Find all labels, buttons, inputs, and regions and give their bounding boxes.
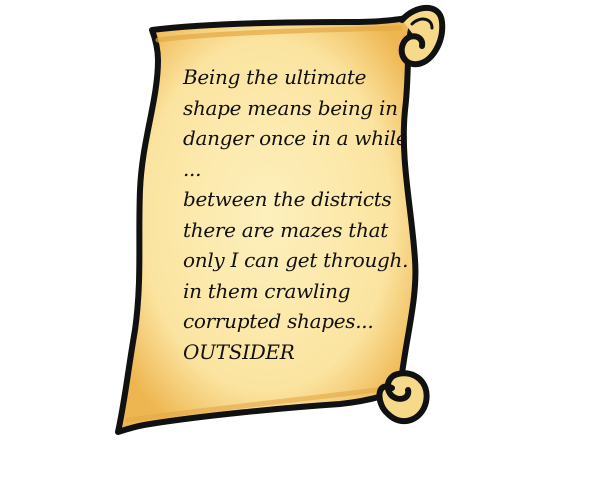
top-curl <box>402 8 443 64</box>
message-signature: OUTSIDER <box>183 339 295 364</box>
message-line: danger once in a while <box>183 126 408 150</box>
message-line: ... <box>183 156 202 181</box>
message-line: in them crawling <box>183 278 351 303</box>
message-line: there are mazes that <box>183 217 388 242</box>
message-line: shape means being in <box>183 95 398 120</box>
message-line: Being the ultimate <box>183 65 367 89</box>
bottom-curl <box>379 373 426 421</box>
message-line: only I can get through. <box>183 248 409 272</box>
message-line: between the districts <box>183 187 392 211</box>
message-line: corrupted shapes... <box>183 309 374 333</box>
scroll-message <box>183 62 428 367</box>
